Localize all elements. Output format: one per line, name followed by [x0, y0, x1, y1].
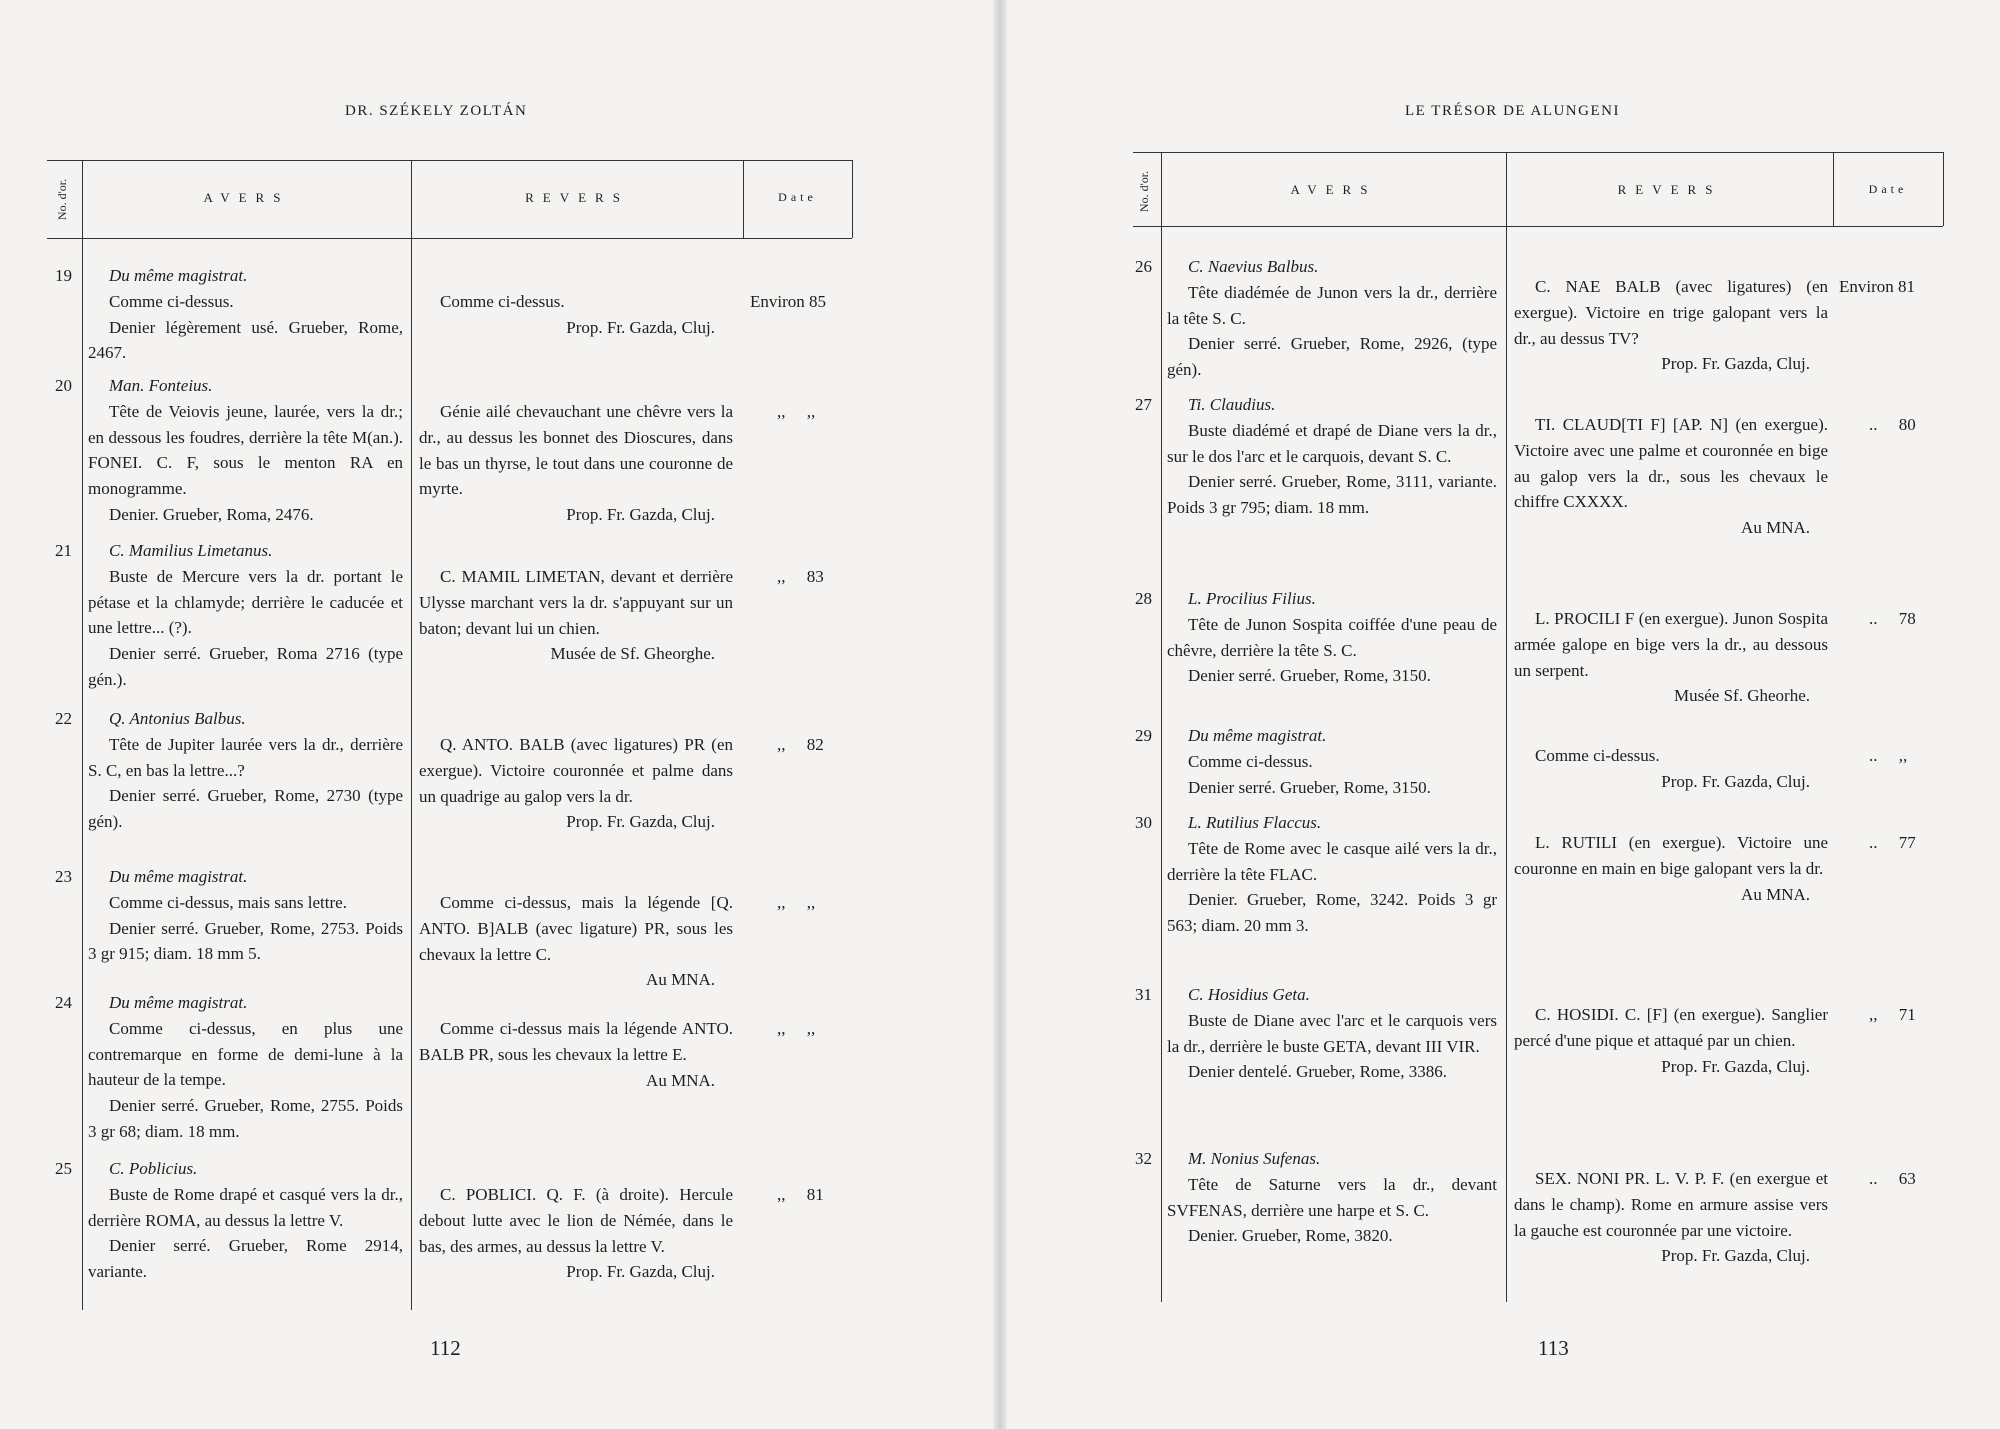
header-date: Date	[1868, 182, 1908, 196]
avers-cell	[88, 538, 403, 693]
revers-cell	[1514, 274, 1828, 377]
revers-description: C. POBLICI. Q. F. (à droite). Hercule debout lutte avec le lion de Némée, dans le bas, des armes, au dessus la lettre V.	[419, 1185, 733, 1256]
coin-table	[47, 160, 852, 1310]
table-header-rule	[1133, 226, 1943, 227]
revers-location: Prop. Fr. Gazda, Cluj.	[566, 317, 715, 337]
date-cell: ,, ,,	[777, 893, 816, 912]
magistrate-name: Man. Fonteius.	[109, 376, 213, 395]
avers-cell	[88, 864, 403, 967]
entry-number: 22	[55, 709, 72, 728]
entry-number: 21	[55, 541, 72, 560]
magistrate-name: C. Hosidius Geta.	[1188, 985, 1310, 1004]
revers-location: Prop. Fr. Gazda, Cluj.	[566, 1262, 715, 1282]
avers-cell	[1167, 723, 1497, 800]
column-divider	[411, 160, 412, 1310]
magistrate-name: Du même magistrat.	[1188, 726, 1327, 745]
revers-description: C. HOSIDI. C. [F] (en exergue). Sanglier percé d'une pique et attaqué par un chien.	[1514, 1005, 1828, 1050]
avers-cell	[88, 373, 403, 528]
header-revers: REVERS	[525, 190, 629, 205]
date-cell: ,, 81	[777, 1185, 824, 1204]
revers-location: Prop. Fr. Gazda, Cluj.	[1661, 354, 1810, 374]
header-avers: AVERS	[1290, 182, 1377, 197]
revers-location: Prop. Fr. Gazda, Cluj.	[566, 505, 715, 525]
book-gutter	[993, 0, 1007, 1429]
avers-reference: Denier serré. Grueber, Roma 2716 (type gén.).	[88, 644, 403, 689]
column-divider	[82, 160, 83, 1310]
column-divider	[1161, 152, 1162, 1302]
avers-cell	[1167, 392, 1497, 521]
revers-location: Prop. Fr. Gazda, Cluj.	[1661, 1056, 1810, 1076]
entry-number: 20	[55, 376, 72, 395]
avers-reference: Denier serré. Grueber, Rome, 3150.	[1188, 777, 1431, 797]
avers-reference: Denier serré. Grueber, Rome, 2730 (type gén).	[88, 786, 403, 832]
date-cell: .. 77	[1869, 833, 1916, 852]
revers-description: Comme ci-dessus, mais la légende [Q. ANTO. B]ALB (avec ligature) PR, sous les chevaux la lettre C.	[419, 893, 733, 964]
revers-cell	[419, 890, 733, 993]
avers-description: Buste diadémé et drapé de Diane vers la dr., sur le dos l'arc et le carquois, devant S. C.	[1167, 420, 1497, 466]
avers-reference: Denier serré. Grueber, Rome, 3111, variante. Poids 3 gr 795; diam. 18 mm.	[1167, 472, 1497, 518]
entry-number: 27	[1135, 395, 1152, 414]
header-no: No. d'or.	[55, 178, 70, 220]
date-cell: ,, 71	[1869, 1005, 1916, 1024]
avers-reference: Denier légèrement usé. Grueber, Rome, 2467.	[88, 317, 403, 363]
avers-cell	[88, 263, 403, 366]
date-cell: ,, 82	[777, 735, 824, 754]
revers-description: Génie ailé chevauchant une chêvre vers la dr., au dessus les bonnet des Dioscures, dans le bas un thyrse, le tout dans une couronne de myrte.	[419, 402, 733, 499]
revers-location: Prop. Fr. Gazda, Cluj.	[566, 812, 715, 832]
revers-description: C. MAMIL LIMETAN, devant et derrière Ulysse marchant vers la dr. s'appuyant sur un baton; devant lui un chien.	[419, 567, 733, 638]
magistrate-name: M. Nonius Sufenas.	[1188, 1149, 1321, 1168]
magistrate-name: C. Mamilius Limetanus.	[109, 541, 273, 560]
revers-description: Comme ci-dessus.	[440, 292, 565, 311]
avers-reference: Denier serré. Grueber, Rome, 2926, (type gén).	[1167, 334, 1497, 380]
entry-number: 28	[1135, 589, 1152, 608]
revers-cell	[419, 1016, 733, 1093]
entry-number: 24	[55, 993, 72, 1012]
right-page	[1007, 0, 2000, 1429]
avers-reference: Denier serré. Grueber, Rome, 2753. Poids 3 gr 915; diam. 18 mm 5.	[88, 918, 403, 964]
header-no: No. d'or.	[1137, 170, 1152, 212]
revers-description: L. RUTILI (en exergue). Victoire une couronne en main en bige galopant vers la dr.	[1514, 833, 1828, 878]
entry-number: 23	[55, 867, 72, 886]
revers-cell	[419, 399, 733, 528]
revers-cell	[1514, 743, 1828, 795]
avers-cell	[1167, 810, 1497, 939]
avers-reference: Denier serré. Grueber, Rome, 3150.	[1188, 666, 1431, 686]
revers-description: C. NAE BALB (avec ligatures) (en exergue). Victoire en trige galopant vers la dr., au dessus TV?	[1514, 277, 1828, 348]
avers-description: Tête de Jupiter laurée vers la dr., derrière S. C, en bas la lettre...?	[88, 734, 403, 780]
column-divider	[852, 160, 853, 238]
column-divider	[1943, 152, 1944, 226]
running-head: DR. SZÉKELY ZOLTÁN	[345, 103, 528, 119]
left-page	[0, 0, 993, 1429]
revers-location: Prop. Fr. Gazda, Cluj.	[1661, 1246, 1810, 1266]
avers-cell	[88, 990, 403, 1145]
revers-cell	[1514, 412, 1828, 541]
header-avers: AVERS	[203, 190, 290, 205]
revers-description: Q. ANTO. BALB (avec ligatures) PR (en exergue). Victoire couronnée et palme dans un quadrige au galop vers la dr.	[419, 735, 733, 806]
avers-reference: Denier serré. Grueber, Rome, 2755. Poids 3 gr 68; diam. 18 mm.	[88, 1096, 403, 1141]
avers-description: Comme ci-dessus, mais sans lettre.	[109, 892, 347, 912]
revers-cell	[419, 289, 733, 341]
revers-description: Comme ci-dessus.	[1535, 746, 1660, 765]
revers-location: Musée de Sf. Gheorghe.	[550, 644, 715, 664]
page-number: 113	[1538, 1336, 1569, 1360]
avers-cell	[88, 706, 403, 835]
table-header-rule	[47, 238, 852, 239]
avers-cell	[88, 1156, 403, 1285]
date-cell: Environ 85	[750, 292, 827, 311]
revers-description: L. PROCILI F (en exergue). Junon Sospita armée galope en bige vers la dr., au dessous un serpent.	[1514, 609, 1828, 680]
avers-description: Tête de Veiovis jeune, laurée, vers la dr.; en dessous les foudres, derrière la tête M(an.). FONEI. C. F, sous le menton RA en monogramme.	[88, 401, 403, 499]
avers-description: Comme ci-dessus, en plus une contremarque en forme de demi-lune à la hauteur de la tempe.	[88, 1018, 403, 1090]
revers-cell	[1514, 1166, 1828, 1269]
header-date: Date	[778, 190, 817, 204]
avers-cell	[1167, 982, 1497, 1085]
avers-cell	[1167, 1146, 1497, 1249]
revers-cell	[419, 564, 733, 667]
date-cell: ,, ,,	[777, 1019, 816, 1038]
revers-location: Au MNA.	[1741, 518, 1810, 538]
running-head: LE TRÉSOR DE ALUNGENI	[1405, 103, 1620, 119]
avers-reference: Denier serré. Grueber, Rome 2914, variante.	[88, 1236, 403, 1282]
date-cell: .. ,,	[1869, 746, 1908, 765]
revers-description: TI. CLAUD[TI F] [AP. N] (en exergue). Victoire avec une palme et couronnée en bige au galop vers la dr., sous les chevaux le chiffre CXXXX.	[1514, 415, 1828, 512]
date-cell: .. 63	[1869, 1169, 1916, 1188]
avers-reference: Denier. Grueber, Rome, 3242. Poids 3 gr 563; diam. 20 mm 3.	[1167, 890, 1497, 936]
revers-location: Au MNA.	[1741, 884, 1810, 904]
magistrate-name: L. Procilius Filius.	[1188, 589, 1316, 608]
column-divider	[1506, 152, 1507, 1302]
avers-description: Buste de Rome drapé et casqué vers la dr., derrière ROMA, au dessus la lettre V.	[88, 1184, 403, 1230]
date-cell: .. 80	[1869, 415, 1916, 434]
avers-reference: Denier. Grueber, Roma, 2476.	[109, 504, 314, 524]
entry-number: 32	[1135, 1149, 1152, 1168]
avers-description: Buste de Mercure vers la dr. portant le pétase et la chlamyde; derrière le caducée et une lettre... (?).	[88, 566, 403, 638]
revers-location: Musée Sf. Gheorhe.	[1674, 686, 1810, 706]
avers-description: Comme ci-dessus.	[1188, 751, 1313, 771]
revers-cell	[1514, 1002, 1828, 1079]
avers-reference: Denier dentelé. Grueber, Rome, 3386.	[1188, 1062, 1447, 1082]
magistrate-name: Q. Antonius Balbus.	[109, 709, 246, 728]
avers-cell	[1167, 254, 1497, 383]
revers-location: Prop. Fr. Gazda, Cluj.	[1661, 771, 1810, 791]
avers-description: Tête de Saturne vers la dr., devant SVFENAS, derrière une harpe et S. C.	[1167, 1174, 1497, 1220]
revers-cell	[1514, 606, 1828, 709]
revers-description: Comme ci-dessus mais la légende ANTO. BALB PR, sous les chevaux la lettre E.	[419, 1019, 733, 1064]
entry-number: 29	[1135, 726, 1152, 745]
table-top-rule	[1133, 152, 1943, 153]
avers-description: Tête de Rome avec le casque ailé vers la dr., derrière la tête FLAC.	[1167, 838, 1497, 884]
date-cell: .. 78	[1869, 609, 1916, 628]
entry-number: 31	[1135, 985, 1152, 1004]
magistrate-name: Du même magistrat.	[109, 993, 248, 1012]
coin-table	[1133, 152, 1943, 1302]
avers-description: Tête diadémée de Junon vers la dr., derrière la tête S. C.	[1167, 282, 1497, 328]
avers-cell	[1167, 586, 1497, 689]
table-top-rule	[47, 160, 852, 161]
magistrate-name: L. Rutilius Flaccus.	[1188, 813, 1322, 832]
magistrate-name: Ti. Claudius.	[1188, 395, 1276, 414]
entry-number: 19	[55, 266, 72, 285]
date-cell: Environ 81	[1839, 277, 1916, 296]
header-revers: REVERS	[1617, 182, 1722, 197]
magistrate-name: Du même magistrat.	[109, 266, 248, 285]
date-cell: ,, 83	[777, 567, 824, 586]
avers-description: Tête de Junon Sospita coiffée d'une peau de chêvre, derrière la tête S. C.	[1167, 614, 1497, 660]
date-cell: ,, ,,	[777, 402, 816, 421]
revers-cell	[1514, 830, 1828, 907]
revers-location: Au MNA.	[646, 970, 715, 990]
magistrate-name: C. Poblicius.	[109, 1159, 198, 1178]
revers-cell	[419, 1182, 733, 1285]
revers-location: Au MNA.	[646, 1070, 715, 1090]
entry-number: 26	[1135, 257, 1152, 276]
magistrate-name: Du même magistrat.	[109, 867, 248, 886]
entry-number: 25	[55, 1159, 72, 1178]
page-number: 112	[430, 1336, 461, 1360]
magistrate-name: C. Naevius Balbus.	[1188, 257, 1319, 276]
avers-description: Comme ci-dessus.	[109, 291, 234, 311]
revers-cell	[419, 732, 733, 835]
avers-description: Buste de Diane avec l'arc et le carquois vers la dr., derrière le buste GETA, devant III VIR.	[1167, 1010, 1497, 1056]
avers-reference: Denier. Grueber, Rome, 3820.	[1188, 1226, 1393, 1246]
entry-number: 30	[1135, 813, 1152, 832]
revers-description: SEX. NONI PR. L. V. P. F. (en exergue et dans le champ). Rome en armure assise vers la gauche est couronnée par une victoire.	[1514, 1169, 1828, 1240]
